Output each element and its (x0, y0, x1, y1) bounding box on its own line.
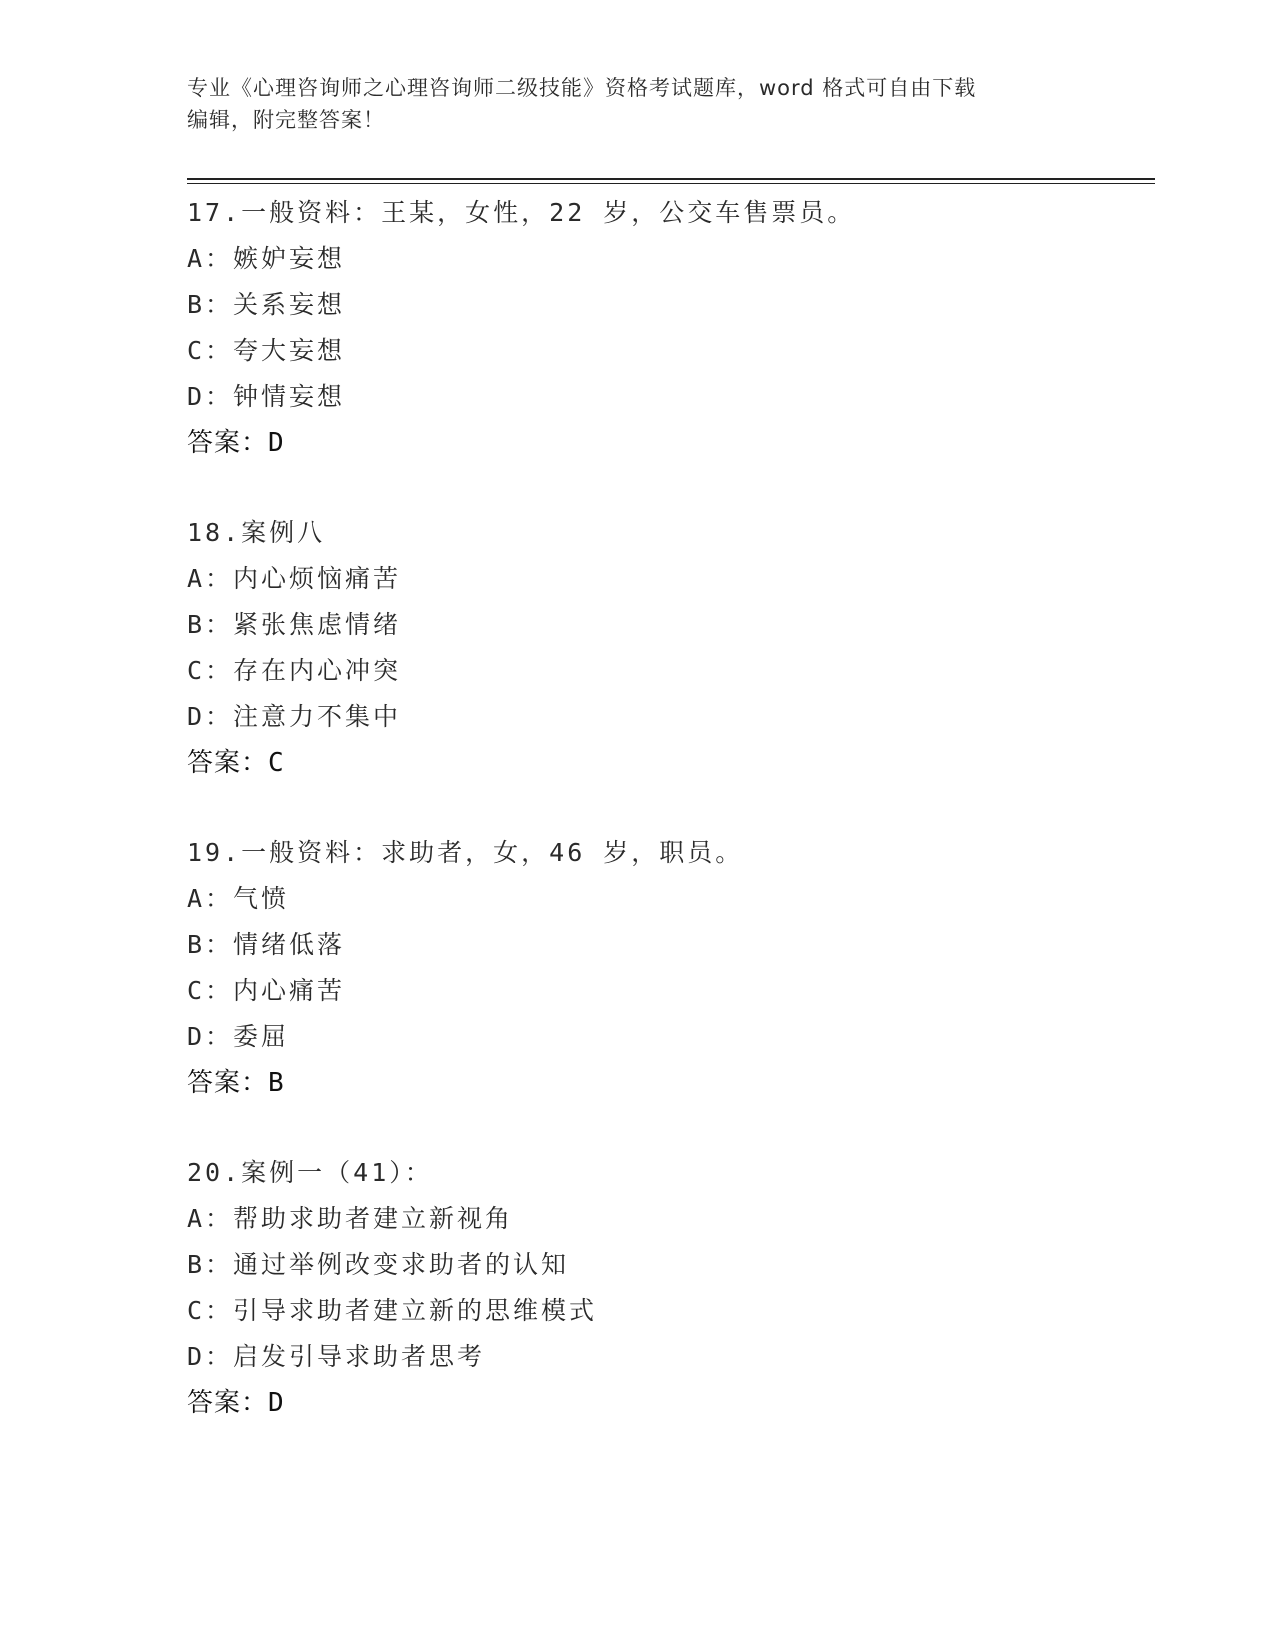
option-a: A：帮助求助者建立新视角 (187, 1204, 514, 1233)
answer-value: D (268, 428, 285, 458)
question-stem: 19.一般资料：求助者，女，46 岁，职员。 (187, 838, 744, 867)
header-line-1: 专业《心理咨询师之心理咨询师二级技能》资格考试题库，word 格式可自由下载 (187, 76, 977, 100)
answer-value: C (268, 748, 285, 778)
option-c: C：内心痛苦 (187, 976, 346, 1005)
option-b: B：通过举例改变求助者的认知 (187, 1250, 570, 1279)
question-spacer (187, 466, 1147, 510)
question-17 (187, 190, 1147, 466)
option-c: C：夸大妄想 (187, 336, 346, 365)
answer-label: 答案： (187, 748, 269, 778)
answer-line (187, 1380, 1147, 1426)
document-header (187, 72, 1067, 136)
question-stem: 17.一般资料：王某，女性，22 岁，公交车售票员。 (187, 198, 856, 227)
answer-line (187, 1060, 1147, 1106)
header-rule-thick (187, 178, 1155, 180)
option-b: B：紧张焦虑情绪 (187, 610, 402, 639)
answer-value: B (268, 1068, 285, 1098)
header-rule-thin (187, 183, 1155, 184)
answer-label: 答案： (187, 1388, 269, 1418)
question-stem: 18.案例八 (187, 518, 326, 547)
question-list (187, 190, 1147, 1426)
answer-line (187, 740, 1147, 786)
question-18 (187, 510, 1147, 786)
question-stem: 20.案例一（41）： (187, 1158, 433, 1187)
header-line-2: 编辑，附完整答案！ (187, 108, 385, 132)
answer-value: D (268, 1388, 285, 1418)
option-a: A：气愤 (187, 884, 290, 913)
option-d: D：注意力不集中 (187, 702, 402, 731)
answer-line (187, 420, 1147, 466)
question-spacer (187, 1106, 1147, 1150)
question-spacer (187, 786, 1147, 830)
option-d: D：钟情妄想 (187, 382, 346, 411)
option-d: D：委屈 (187, 1022, 290, 1051)
option-b: B：关系妄想 (187, 290, 346, 319)
question-20 (187, 1150, 1147, 1426)
answer-label: 答案： (187, 428, 269, 458)
option-c: C：引导求助者建立新的思维模式 (187, 1296, 598, 1325)
option-a: A：内心烦恼痛苦 (187, 564, 402, 593)
option-c: C：存在内心冲突 (187, 656, 402, 685)
option-d: D：启发引导求助者思考 (187, 1342, 486, 1371)
answer-label: 答案： (187, 1068, 269, 1098)
question-19 (187, 830, 1147, 1106)
option-a: A：嫉妒妄想 (187, 244, 346, 273)
option-b: B：情绪低落 (187, 930, 346, 959)
